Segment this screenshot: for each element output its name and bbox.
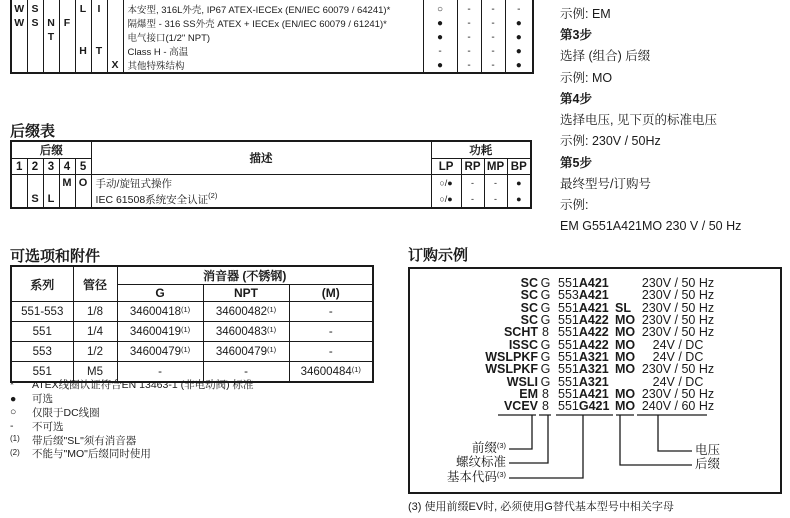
legend-symbol: (1): [10, 434, 20, 444]
legend-symbol: -: [10, 420, 14, 433]
order-row: [412, 338, 780, 350]
code-letter: [59, 2, 75, 16]
power-col-header: RP: [461, 159, 484, 175]
legend-text: 不可选: [32, 420, 64, 433]
code-description: Class H - 高温: [123, 44, 423, 58]
order-prefix: WSLI: [506, 374, 538, 389]
legend-item: [10, 447, 254, 461]
suffix-letter: [11, 191, 27, 208]
order-prefix: SC: [520, 300, 538, 315]
callout-prefix-label: 前缀$^{(3)}$: [471, 441, 506, 455]
code-letter: S: [27, 2, 43, 16]
order-row: [412, 277, 780, 289]
code-letter: [91, 58, 107, 73]
order-suffix: MO: [615, 325, 636, 340]
order-thread-standard: G: [540, 349, 551, 364]
order-thread-standard: 8: [542, 399, 549, 414]
code-letter: [91, 30, 107, 44]
silencer-group-header: 消音器 (不锈钢): [117, 266, 373, 285]
table-row: [11, 30, 533, 44]
g-thread-header: G: [117, 285, 203, 302]
code-letter: [107, 2, 123, 16]
series-cell: 551: [11, 322, 73, 342]
pipe-size-cell: 1/8: [73, 302, 117, 322]
suffix-letter: [43, 175, 59, 192]
power-mark: -: [461, 175, 484, 192]
code-letter: [91, 16, 107, 30]
code-letter: [59, 58, 75, 73]
part-number-cell: 34600418$^{(1)}$: [117, 302, 203, 322]
order-base-code: 551A421: [558, 386, 609, 401]
code-letter: T: [43, 30, 59, 44]
legend-item: [10, 392, 254, 406]
part-number-cell: 34600419$^{(1)}$: [117, 322, 203, 342]
order-base-code: 553A421: [558, 288, 609, 303]
order-voltage: 230V / 50 Hz: [641, 300, 715, 315]
power-col-header: MP: [484, 159, 507, 175]
description-header: 描述: [91, 141, 431, 175]
availability-mark: -: [457, 58, 481, 73]
series-cell: 551: [11, 362, 73, 383]
order-prefix: WSLPKF: [485, 349, 538, 364]
m-thread-header: (M): [289, 285, 373, 302]
legend-text: ATEX线圈认证符合EN 13463-1 (非电动阀) 标准: [32, 379, 254, 392]
step-instruction: 选择电压, 见下页的标准电压: [560, 113, 717, 128]
table-row: [11, 58, 533, 73]
order-base-code: 551A321: [558, 374, 609, 389]
availability-mark: -: [457, 44, 481, 58]
order-base-code: 551G421: [558, 399, 610, 414]
order-suffix: MO: [615, 337, 636, 352]
step-example: 示例: 230V / 50Hz: [560, 134, 661, 149]
power-mark: ●: [507, 191, 531, 208]
code-letter: H: [75, 44, 91, 58]
table-row: [11, 191, 531, 208]
code-letter: [59, 44, 75, 58]
availability-mark: ●: [505, 58, 533, 73]
order-thread-standard: G: [540, 362, 551, 377]
order-row: [412, 375, 780, 387]
step-heading: 第4步: [560, 91, 592, 106]
order-prefix: SC: [520, 288, 538, 303]
code-description: 本安型, 316L外壳, IP67 ATEX-IECEx (EN/IEC 60079 / 64241)*: [123, 2, 423, 16]
order-voltage: 230V / 50 Hz: [641, 386, 715, 401]
order-prefix: ISSC: [508, 337, 538, 352]
power-col-header: LP: [431, 159, 461, 175]
order-thread-standard: G: [540, 276, 551, 291]
availability-mark: -: [481, 30, 505, 44]
legend-item: [10, 378, 254, 392]
availability-mark: -: [457, 30, 481, 44]
legend-item: [10, 406, 254, 420]
suffix-letter: [75, 191, 91, 208]
step-example: 示例: EM: [560, 6, 611, 21]
legend-text: 带后缀"SL"须有消音器: [32, 434, 137, 447]
code-letter: [107, 30, 123, 44]
legend-text: 仅限于DC线圈: [32, 407, 100, 419]
part-number-cell: -: [289, 302, 373, 322]
power-group-header: 功耗: [431, 141, 531, 159]
code-letter: [27, 30, 43, 44]
part-number-cell: -: [289, 322, 373, 342]
code-letter: [27, 58, 43, 73]
code-letter: N: [43, 16, 59, 30]
code-letter: [43, 58, 59, 73]
code-description: 其他特殊结构: [123, 58, 423, 73]
final-order-number: EM G551A421MO 230 V / 50 Hz: [560, 218, 742, 233]
suffix-table-title: 后缀表: [10, 123, 56, 140]
table-row: [11, 266, 373, 285]
suffix-description: 手动/旋钮式操作: [91, 175, 431, 192]
order-thread-standard: G: [540, 374, 551, 389]
legend-notes: [10, 378, 254, 461]
order-row: [412, 363, 780, 375]
code-letter: [75, 58, 91, 73]
series-cell: 551-553: [11, 302, 73, 322]
part-number-cell: 34600479$^{(1)}$: [117, 342, 203, 362]
order-suffix: MO: [615, 386, 636, 401]
step-example: 示例: MO: [560, 70, 613, 85]
suffix-letter: [59, 191, 75, 208]
callout-suffix-label: 后缀: [695, 457, 721, 471]
table-row: [11, 322, 373, 342]
order-thread-standard: G: [540, 313, 551, 328]
suffix-col-number: 4: [59, 159, 75, 175]
part-number-cell: -: [117, 362, 203, 383]
order-row: [412, 289, 780, 301]
order-voltage: 230V / 50 Hz: [641, 362, 715, 377]
power-mark: -: [484, 191, 507, 208]
order-prefix: EM: [519, 386, 538, 401]
code-letter: W: [11, 16, 27, 30]
order-voltage: 230V / 50 Hz: [641, 288, 715, 303]
step-heading: 第5步: [560, 155, 592, 170]
table-row: [11, 16, 533, 30]
code-letter: F: [59, 16, 75, 30]
power-mark: ○/●: [431, 175, 461, 192]
code-letter: S: [27, 16, 43, 30]
npt-thread-header: NPT: [203, 285, 289, 302]
suffix-col-number: 1: [11, 159, 27, 175]
part-number-cell: 34600483$^{(1)}$: [203, 322, 289, 342]
availability-mark: -: [505, 2, 533, 16]
suffix-col-number: 5: [75, 159, 91, 175]
table-row: [11, 175, 531, 192]
power-mark: -: [461, 191, 484, 208]
order-base-code: 551A422: [558, 313, 609, 328]
order-row: [412, 302, 780, 314]
order-thread-standard: 8: [542, 386, 549, 401]
order-thread-standard: G: [540, 300, 551, 315]
order-voltage: 24V / DC: [652, 349, 704, 364]
step-instruction: 最终型号/订购号: [560, 177, 651, 192]
order-row: [412, 400, 780, 412]
callout-base-code-label: 基本代码$^{(3)}$: [446, 470, 506, 484]
options-title: 可选项和附件: [10, 248, 101, 265]
table-row: [11, 141, 531, 159]
options-table: [10, 265, 374, 383]
legend-symbol: ○: [10, 406, 17, 419]
availability-mark: -: [457, 2, 481, 16]
code-description: 电气接口(1/2" NPT): [123, 30, 423, 44]
suffix-letter: L: [43, 191, 59, 208]
availability-mark: -: [457, 16, 481, 30]
code-letter: [107, 16, 123, 30]
availability-mark: ●: [423, 58, 457, 73]
legend-text: 不能与"MO"后缀同时使用: [32, 448, 151, 461]
availability-mark: ●: [423, 16, 457, 30]
availability-mark: ●: [423, 30, 457, 44]
table-row: [11, 342, 373, 362]
legend-symbol: *: [10, 378, 15, 391]
order-base-code: 551A421: [558, 300, 609, 315]
code-letter: [75, 16, 91, 30]
availability-mark: ●: [505, 44, 533, 58]
order-row: [412, 314, 780, 326]
suffix-letter: M: [59, 175, 75, 192]
availability-mark: -: [481, 2, 505, 16]
suffix-group-header: 后缀: [11, 141, 91, 159]
code-letter: [43, 2, 59, 16]
order-suffix: MO: [615, 349, 636, 364]
order-prefix: SC: [520, 276, 538, 291]
order-voltage: 230V / 50 Hz: [641, 276, 715, 291]
availability-mark: ●: [505, 16, 533, 30]
part-number-cell: 34600484$^{(1)}$: [289, 362, 373, 383]
order-prefix: VCEV: [503, 399, 538, 414]
ordering-examples-title: 订购示例: [408, 247, 469, 264]
order-prefix: SCHT: [503, 325, 538, 340]
ordering-footnote: (3) 使用前缀EV时, 必须使用G替代基本型号中相关字母: [408, 501, 674, 513]
power-col-header: BP: [507, 159, 531, 175]
step-instruction: 选择 (组合) 后缀: [560, 49, 651, 64]
order-voltage: 24V / DC: [652, 337, 704, 352]
legend-item: [10, 419, 254, 433]
code-letter: T: [91, 44, 107, 58]
table-row: [11, 2, 533, 16]
availability-mark: -: [481, 16, 505, 30]
pipe-size-cell: 1/2: [73, 342, 117, 362]
pipe-size-cell: M5: [73, 362, 117, 383]
order-rows: [412, 277, 780, 412]
order-suffix: MO: [615, 362, 636, 377]
order-base-code: 551A422: [558, 337, 609, 352]
suffix-letter: O: [75, 175, 91, 192]
availability-mark: -: [481, 58, 505, 73]
power-mark: -: [484, 175, 507, 192]
suffix-letter: S: [27, 191, 43, 208]
step-example: 示例:: [560, 198, 589, 213]
suffix-table: [10, 140, 532, 209]
part-number-cell: 34600479$^{(1)}$: [203, 342, 289, 362]
order-suffix: MO: [615, 313, 636, 328]
code-description: 隔爆型 - 316 SS外壳 ATEX + IECEx (EN/IEC 60079 / 61241)*: [123, 16, 423, 30]
table-row: [11, 44, 533, 58]
order-voltage: 230V / 50 Hz: [641, 325, 715, 340]
order-voltage: 230V / 50 Hz: [641, 313, 715, 328]
suffix-col-number: 2: [27, 159, 43, 175]
ordering-examples-box: [408, 267, 782, 494]
order-row: [412, 388, 780, 400]
order-row: [412, 326, 780, 338]
code-letter: [59, 30, 75, 44]
code-letter: [107, 44, 123, 58]
order-base-code: 551A421: [558, 276, 609, 291]
part-number-cell: 34600482$^{(1)}$: [203, 302, 289, 322]
order-suffix: MO: [615, 399, 636, 414]
order-thread-standard: 8: [542, 325, 549, 340]
legend-symbol: (2): [10, 447, 20, 457]
series-header: 系列: [11, 266, 73, 302]
order-base-code: 551A422: [558, 325, 609, 340]
code-letter: [11, 58, 27, 73]
availability-mark: -: [481, 44, 505, 58]
callout-voltage-label: 电压: [695, 443, 721, 457]
code-letter: X: [107, 58, 123, 73]
prefix-code-table: [10, 0, 534, 74]
legend-item: [10, 433, 254, 447]
code-letter: [11, 30, 27, 44]
order-thread-standard: G: [540, 288, 551, 303]
order-suffix: SL: [615, 300, 631, 315]
suffix-letter: [27, 175, 43, 192]
code-letter: [43, 44, 59, 58]
suffix-col-number: 3: [43, 159, 59, 175]
part-number-cell: -: [203, 362, 289, 383]
availability-mark: -: [423, 44, 457, 58]
availability-mark: ●: [505, 30, 533, 44]
order-base-code: 551A321: [558, 362, 609, 377]
suffix-description: IEC 61508系统安全认证$^{(2)}$: [91, 191, 431, 208]
part-number-cell: -: [289, 342, 373, 362]
callout-thread-label: 螺纹标准: [455, 455, 506, 469]
code-letter: I: [91, 2, 107, 16]
order-base-code: 551A321: [558, 349, 609, 364]
code-letter: L: [75, 2, 91, 16]
table-row: [11, 302, 373, 322]
code-letter: W: [11, 2, 27, 16]
availability-mark: ○: [423, 2, 457, 16]
ordering-steps-panel: [560, 2, 786, 236]
order-row: [412, 351, 780, 363]
pipe-size-cell: 1/4: [73, 322, 117, 342]
order-prefix: WSLPKF: [485, 362, 538, 377]
code-letter: [75, 30, 91, 44]
suffix-letter: [11, 175, 27, 192]
series-cell: 553: [11, 342, 73, 362]
pipe-size-header: 管径: [73, 266, 117, 302]
order-voltage: 24V / DC: [652, 374, 704, 389]
code-letter: [11, 44, 27, 58]
power-mark: ○/●: [431, 191, 461, 208]
order-voltage: 240V / 60 Hz: [641, 399, 715, 414]
power-mark: ●: [507, 175, 531, 192]
order-thread-standard: G: [540, 337, 551, 352]
legend-symbol: ●: [10, 392, 17, 405]
code-letter: [27, 44, 43, 58]
legend-text: 可选: [32, 393, 53, 406]
step-heading: 第3步: [560, 27, 592, 42]
order-prefix: SC: [520, 313, 538, 328]
